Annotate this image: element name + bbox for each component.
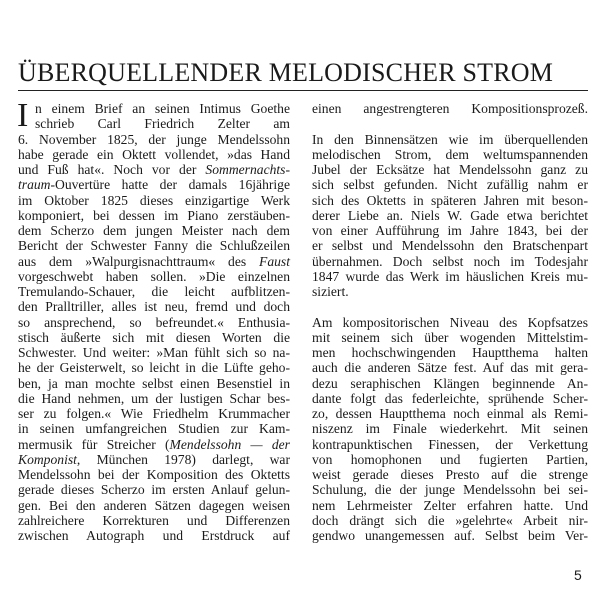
text-line	[18, 452, 290, 467]
text-line	[312, 315, 588, 330]
text-line	[312, 101, 588, 116]
text-segment: und Fuß hat«. Noch vor der	[18, 162, 206, 177]
text-segment: doch drängt sich die »gelehrte« Arbeit nir-	[312, 512, 588, 528]
text-line	[312, 208, 588, 223]
text-line	[18, 315, 290, 330]
text-segment: dante folgt das federleichte, sprühende Scher-	[312, 390, 588, 406]
text-segment: ser zu folgen.« Wie Friedhelm Krummacher	[18, 406, 290, 421]
text-line	[312, 147, 588, 162]
text-segment: Bericht der Schwester Fanny die Schlußzeilen	[18, 238, 290, 254]
text-line	[18, 467, 290, 482]
text-line	[18, 528, 290, 543]
text-line	[18, 284, 290, 299]
text-line	[18, 193, 290, 208]
text-segment: auch die anderen Sätze fest. Auf das mit gera-	[312, 360, 588, 376]
text-line	[18, 360, 290, 375]
title-rule	[18, 90, 588, 91]
text-line	[312, 254, 588, 269]
text-segment: n einem Brief an seinen Intimus Goethe	[35, 101, 290, 116]
text-segment: sich selbst gefunden. Nicht zufällig nahm er	[312, 177, 588, 193]
text-line	[18, 177, 290, 192]
text-line	[18, 513, 290, 528]
drop-cap: I	[17, 97, 29, 134]
text-segment: In den Binnensätzen wie im überquellenden	[312, 131, 588, 147]
text-segment: melodischen Strom, dem weltumspannenden	[312, 146, 588, 162]
text-line	[312, 437, 588, 452]
text-segment: gerade dieses Scherzo im ersten Anlauf gelun-	[18, 482, 290, 498]
page-number: 5	[574, 567, 582, 583]
text-line	[18, 330, 290, 345]
italic-text: Komponist	[18, 451, 77, 467]
text-segment: mermusik für Streicher (	[18, 436, 170, 452]
right-column	[312, 101, 588, 543]
text-line	[312, 269, 588, 284]
left-column	[17, 97, 290, 543]
text-line	[312, 132, 588, 147]
text-segment: Am kompositorischen Niveau des Kopfsatzes	[312, 314, 588, 330]
article-title: ÜBERQUELLENDER MELODISCHER STROM	[18, 58, 554, 87]
text-segment: -Ouvertüre hatte der damals 16jährige	[50, 177, 290, 193]
italic-text: Faust	[259, 253, 290, 269]
text-segment: Mendelssohn bei der Komposition des Oktetts	[18, 467, 290, 482]
italic-text: traum	[18, 177, 51, 193]
text-line	[312, 421, 588, 436]
text-segment: , München 1978) darlegt, war	[76, 451, 290, 467]
text-line	[312, 406, 588, 421]
italic-text: Mendelssohn — der	[169, 436, 290, 452]
paragraph-gap	[312, 299, 588, 314]
text-line	[312, 177, 588, 192]
text-segment: die Hand nehmen, um der lustigen Schar bes-	[18, 390, 290, 406]
text-line	[18, 132, 290, 147]
text-segment: im Oktober 1825 dieses einzigartige Werk	[18, 192, 290, 208]
text-line	[18, 299, 290, 314]
text-segment: von homophonen und fugierten Partien,	[312, 451, 588, 467]
text-segment: einen angestrengteren Kompositionsprozeß.	[312, 101, 588, 116]
text-segment: habe gerade ein Oktett vollendet, »das Hand	[18, 146, 290, 162]
text-segment: so ansprechend, so befreundet.« Enthusia-	[18, 314, 290, 330]
text-segment: vorgeschwebt haben sollen. »Die einzelnen	[18, 268, 290, 284]
text-line	[312, 360, 588, 375]
text-line	[18, 437, 290, 452]
text-segment: zo, dessen Hauptthema noch einmal als Remi-	[312, 406, 588, 421]
text-line	[312, 162, 588, 177]
text-line	[18, 269, 290, 284]
text-segment: niszenz im Finale wiederkehrt. Mit seinen	[312, 421, 588, 437]
text-line	[18, 208, 290, 223]
text-line	[18, 223, 290, 238]
text-segment: nem Lehrmeister Zelter erfahren hatte. Und	[312, 497, 588, 513]
text-segment: sich des Oktetts in späteren Jahren mit beson-	[312, 192, 588, 208]
text-line	[312, 345, 588, 360]
text-segment: Schwester. Und weiter: »Man fühlt sich so na-	[18, 345, 290, 360]
text-segment: Tremulando-Schauer, die leicht aufblitzen-	[18, 284, 290, 299]
text-line	[312, 467, 588, 482]
text-line	[18, 238, 290, 253]
text-segment: übernahmen. Doch selbst noch im Todesjahr	[312, 253, 588, 269]
text-segment: aus dem »Walpurgisnachttraum« des	[18, 253, 260, 269]
text-segment: Schulung, die der junge Mendelssohn bei sei-	[312, 482, 588, 498]
text-segment: komponiert, bei dessen im Piano zerstäuben-	[18, 207, 290, 223]
text-segment: gen. Bei den anderen Sätzen dagegen weisen	[18, 497, 290, 513]
text-segment: 6. November 1825, der junge Mendelssohn	[18, 131, 290, 147]
text-segment: mit seinem sich über wogenden Mittelstim-	[312, 329, 588, 345]
text-line	[18, 147, 290, 162]
text-line	[18, 254, 290, 269]
text-line	[312, 482, 588, 497]
paragraph-gap	[312, 116, 588, 131]
text-line	[312, 284, 588, 299]
text-segment: stisch äußerte sich mit diesen Worten die	[18, 329, 290, 345]
text-line	[18, 482, 290, 497]
text-line	[18, 498, 290, 513]
text-segment: ben, ja man mochte selbst einen Besenstiel in	[18, 375, 290, 391]
text-segment: he der Geisterwelt, so leicht in die Lüfte geho-	[18, 360, 290, 376]
text-line	[18, 101, 290, 116]
text-line	[312, 376, 588, 391]
text-line	[18, 345, 290, 360]
text-segment: dem Scherzo dem jungen Meister nach dem	[18, 223, 290, 238]
text-line	[18, 116, 290, 131]
text-line	[312, 513, 588, 528]
text-line	[18, 406, 290, 421]
text-line	[312, 238, 588, 253]
text-line	[312, 452, 588, 467]
text-segment: 1847 wurde das Werk im häuslichen Kreis mu-	[312, 268, 588, 284]
text-line	[312, 193, 588, 208]
text-segment: weist gerade dieses Presto auf die strenge	[312, 467, 588, 482]
text-line	[312, 223, 588, 238]
text-segment: er selbst und Mendelssohn den Bratschenpart	[312, 238, 588, 254]
text-segment: in seinen umfangreichen Studien zur Kam-	[18, 421, 290, 437]
text-segment: zwischen Autograph und Erstdruck auf	[18, 528, 290, 543]
text-segment: dezu seraphischen Klängen beginnende An-	[312, 375, 588, 391]
text-line	[312, 528, 588, 543]
text-segment: gendwo unangemessen auf. Selbst beim Ver-	[312, 528, 588, 543]
text-line	[18, 421, 290, 436]
text-segment: Jubel der Ecksätze hat Mendelssohn ganz zu	[312, 162, 588, 177]
text-line	[312, 391, 588, 406]
text-segment: siziert.	[312, 284, 349, 299]
text-line	[18, 376, 290, 391]
italic-text: Sommernachts-	[205, 162, 290, 177]
text-segment: kontrapunktischen Finessen, der Verkettung	[312, 436, 588, 452]
text-segment: schrieb Carl Friedrich Zelter am	[35, 116, 290, 132]
text-segment: den Pralltriller, alles ist neu, fremd und doch	[18, 299, 290, 315]
text-segment: men hochschwingenden Hauptthema halten	[312, 345, 588, 360]
text-line	[312, 498, 588, 513]
text-line	[312, 330, 588, 345]
text-segment: zahlreichere Korrekturen und Differenzen	[18, 512, 290, 528]
text-line	[18, 162, 290, 177]
text-segment: von einer Aufführung im Jahre 1843, bei der	[312, 223, 588, 238]
text-line	[18, 391, 290, 406]
text-segment: derer Liebe an. Niels W. Gade etwa berichtet	[312, 207, 588, 223]
